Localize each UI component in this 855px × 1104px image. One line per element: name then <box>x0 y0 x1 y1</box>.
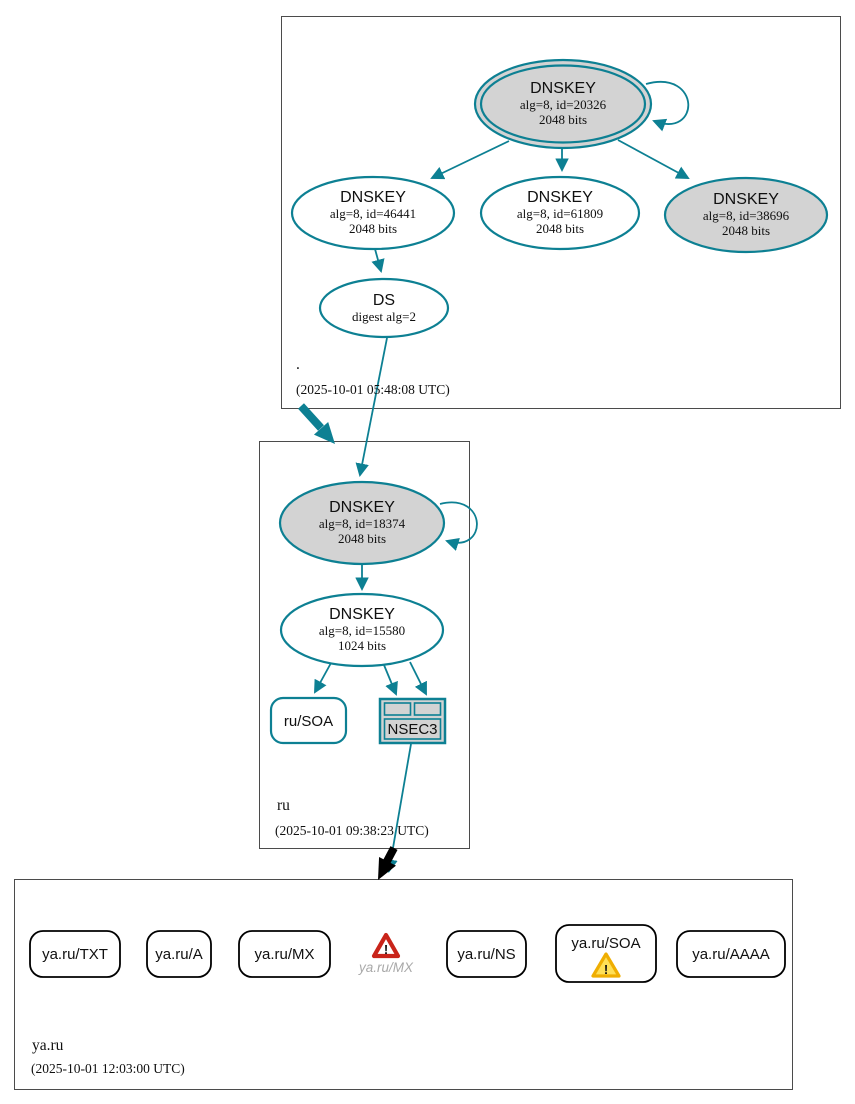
zone-label-root: . <box>296 356 300 373</box>
node-root-ksk-20326[interactable] <box>475 60 651 148</box>
node-detail: alg=8, id=20326 <box>519 97 607 112</box>
zone-timestamp-ru: (2025-10-01 09:38:23 UTC) <box>275 823 429 838</box>
node-root-ds[interactable] <box>320 279 448 337</box>
node-ya-ru-a[interactable] <box>147 931 211 977</box>
node-detail: 1024 bits <box>337 638 387 653</box>
node-root-key-46441[interactable] <box>292 177 454 249</box>
rrset-label: ru/SOA <box>283 713 334 730</box>
zone-timestamp-root: (2025-10-01 05:48:08 UTC) <box>296 382 450 397</box>
node-detail: 2048 bits <box>348 221 398 236</box>
node-detail: 2048 bits <box>535 221 585 236</box>
node-ya-ru-aaaa[interactable] <box>677 931 785 977</box>
nsec3-label: NSEC3 <box>387 721 438 738</box>
node-ru-zsk-15580[interactable] <box>281 594 443 666</box>
zone-timestamp-ya-ru: (2025-10-01 12:03:00 UTC) <box>31 1061 185 1076</box>
node-detail: alg=8, id=46441 <box>329 206 417 221</box>
rrset-label: ya.ru/AAAA <box>692 946 770 963</box>
node-title: DNSKEY <box>530 80 596 97</box>
ghost-rrset-label: ya.ru/MX <box>358 960 414 975</box>
node-detail: alg=8, id=18374 <box>318 516 406 531</box>
node-title: DS <box>372 292 396 309</box>
node-title: DNSKEY <box>340 189 406 206</box>
zone-box-ya-ru <box>15 880 793 1090</box>
warning-icon-glyph: ! <box>603 962 609 977</box>
rrset-label: ya.ru/MX <box>254 946 315 963</box>
rrset-label: ya.ru/SOA <box>571 935 641 952</box>
node-detail: digest alg=2 <box>351 309 417 324</box>
node-title: DNSKEY <box>527 189 593 206</box>
node-ya-ru-mx[interactable] <box>239 931 330 977</box>
node-ru-ksk-18374[interactable] <box>280 482 444 564</box>
node-title: DNSKEY <box>329 606 395 623</box>
node-detail: alg=8, id=38696 <box>702 208 790 223</box>
node-title: DNSKEY <box>329 499 395 516</box>
zone-label-ru: ru <box>277 797 290 814</box>
node-root-key-38696[interactable] <box>665 178 827 252</box>
node-detail: 2048 bits <box>337 531 387 546</box>
zone-label-ya-ru: ya.ru <box>32 1037 64 1054</box>
node-root-key-61809[interactable] <box>481 177 639 249</box>
rrset-label: ya.ru/NS <box>457 946 516 963</box>
node-ya-ru-ns[interactable] <box>447 931 526 977</box>
node-detail: alg=8, id=61809 <box>516 206 604 221</box>
rrset-label: ya.ru/TXT <box>42 946 108 963</box>
node-title: DNSKEY <box>713 191 779 208</box>
error-icon-glyph: ! <box>383 942 389 957</box>
node-ru-soa[interactable] <box>271 698 346 743</box>
node-detail: 2048 bits <box>538 112 588 127</box>
rrset-label: ya.ru/A <box>155 946 203 963</box>
node-ya-ru-soa[interactable] <box>556 925 656 982</box>
node-detail: 2048 bits <box>721 223 771 238</box>
node-detail: alg=8, id=15580 <box>318 623 406 638</box>
delegation-arrow-ru-to-ya-ru <box>370 848 396 884</box>
node-ya-ru-txt[interactable] <box>30 931 120 977</box>
node-ru-nsec3[interactable] <box>380 699 445 743</box>
